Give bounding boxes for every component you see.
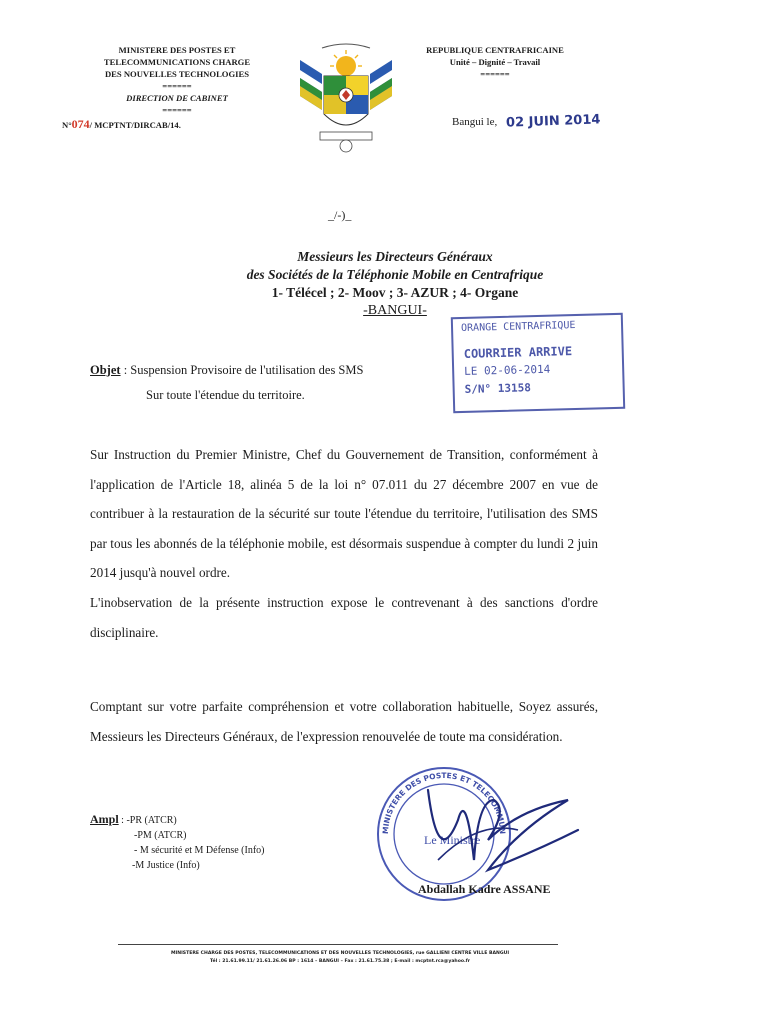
copy-item-2: -PM (ATCR) <box>134 830 187 841</box>
stamp-number-value: 13158 <box>497 381 532 396</box>
national-motto: Unité – Dignité – Travail <box>449 57 541 67</box>
subject-line-2: Sur toute l'étendue du territoire. <box>146 388 305 402</box>
ministry-header <box>62 44 292 131</box>
footer-line-1: MINISTERE CHARGE DES POSTES, TELECOMMUNICATIONS ET DES NOUVELLES TECHNOLOGIES, rue GALLIENI CENTRE VILLE BANGUI <box>170 951 510 956</box>
country-name: REPUBLIQUE CENTRAFRICAINE <box>426 45 564 55</box>
place-date <box>452 114 600 129</box>
stamp-date-label: LE <box>464 364 478 378</box>
subject-label: Objet <box>90 363 121 377</box>
date-stamp: 02 JUIN 2014 <box>505 112 601 131</box>
stamp-date <box>464 363 550 378</box>
reference-prefix: N° <box>62 120 72 130</box>
copy-item-3: - M sécurité et M Défense (Info) <box>134 845 265 856</box>
separator-mark: _/-)_ <box>328 208 352 222</box>
subject-line-1 <box>90 358 363 383</box>
body-paragraph-2: L'inobservation de la présente instruction expose le contrevenant à des sanctions d'ordre disciplinaire. <box>90 594 598 640</box>
signer-name: Abdallah Kadre ASSANE <box>418 882 551 896</box>
footer-divider <box>118 944 558 945</box>
copy-item-4: -M Justice (Info) <box>132 860 200 871</box>
seal-center-text: Le Ministre <box>424 833 481 847</box>
reference-handwritten-number: 074 <box>71 117 90 131</box>
closing-block <box>90 692 598 751</box>
addressee-city: -BANGUI- <box>363 303 427 318</box>
place-label: Bangui le, <box>452 116 498 128</box>
coat-of-arms-icon <box>292 40 400 156</box>
closing-paragraph: Comptant sur votre parfaite compréhension et votre collaboration habituelle, Soyez assurés, Messieurs les Directeurs Généraux, de l'expression renouvelée de toute ma considération. <box>90 699 598 744</box>
ministry-line-3: DES NOUVELLES TECHNOLOGIES <box>104 69 250 79</box>
subject-text: : Suspension Provisoire de l'utilisation des SMS <box>120 363 364 377</box>
header-separator: ====== <box>480 69 510 79</box>
body-paragraph-1: Sur Instruction du Premier Ministre, Chef du Gouvernement de Transition, conformément à l'application de l'Article 18, alinéa 5 de la loi n° 07.011 du 27 décembre 2007 en vue de contribuer à la restauration de la sécurité sur toute l'étendue du territoire, l'utilisation des SMS par tous les abonnés de la téléphonie mobile, est désormais suspendue à compter du lundi 2 juin 2014 jusqu'à nouvel ordre. <box>90 447 598 581</box>
stamp-number-label: S/N° <box>464 382 492 396</box>
stamp-title: COURRIER ARRIVE <box>463 344 573 361</box>
copy-item-1: : -PR (ATCR) <box>118 815 177 826</box>
reference-number <box>62 118 292 131</box>
subject-block <box>90 358 363 408</box>
ministry-line-2: TELECOMMUNICATIONS CHARGE <box>103 57 251 67</box>
ministry-line-1: MINISTERE DES POSTES ET <box>118 45 236 55</box>
addressee-block <box>150 248 640 320</box>
reference-suffix: / MCPTNT/DIRCAB/14. <box>89 120 181 130</box>
direction-label: DIRECTION DE CABINET <box>126 93 228 103</box>
stamp-date-value: 02-06-2014 <box>483 362 551 378</box>
copy-list <box>90 812 265 873</box>
footer-block <box>100 950 580 966</box>
copy-list-label: Ampl <box>90 812 119 826</box>
seal-ring-text: MINISTERE DES POSTES ET TELECOMMUN <box>380 770 508 835</box>
footer-line-2: Tél : 21.61.99.11/ 21.61.26.06 BP : 1614 – BANGUI – Fax : 21.61.75.38 ; E-mail : mcptnt.rca@yahoo.fr <box>209 959 471 964</box>
addressee-line-2: des Sociétés de la Téléphonie Mobile en Centrafrique <box>246 267 544 282</box>
addressee-line-3: 1- Télécel ; 2- Moov ; 3- AZUR ; 4- Organe <box>271 285 519 300</box>
letter-body <box>90 440 598 647</box>
stamp-company: ORANGE CENTRAFRIQUE <box>460 320 576 335</box>
received-stamp <box>451 313 625 413</box>
copy-list-first <box>90 812 265 828</box>
stamp-number <box>464 381 531 396</box>
addressee-line-1: Messieurs les Directeurs Généraux <box>297 249 493 264</box>
header-separator: ====== <box>162 105 192 115</box>
header-separator: ====== <box>162 81 192 91</box>
republic-header <box>400 44 590 80</box>
